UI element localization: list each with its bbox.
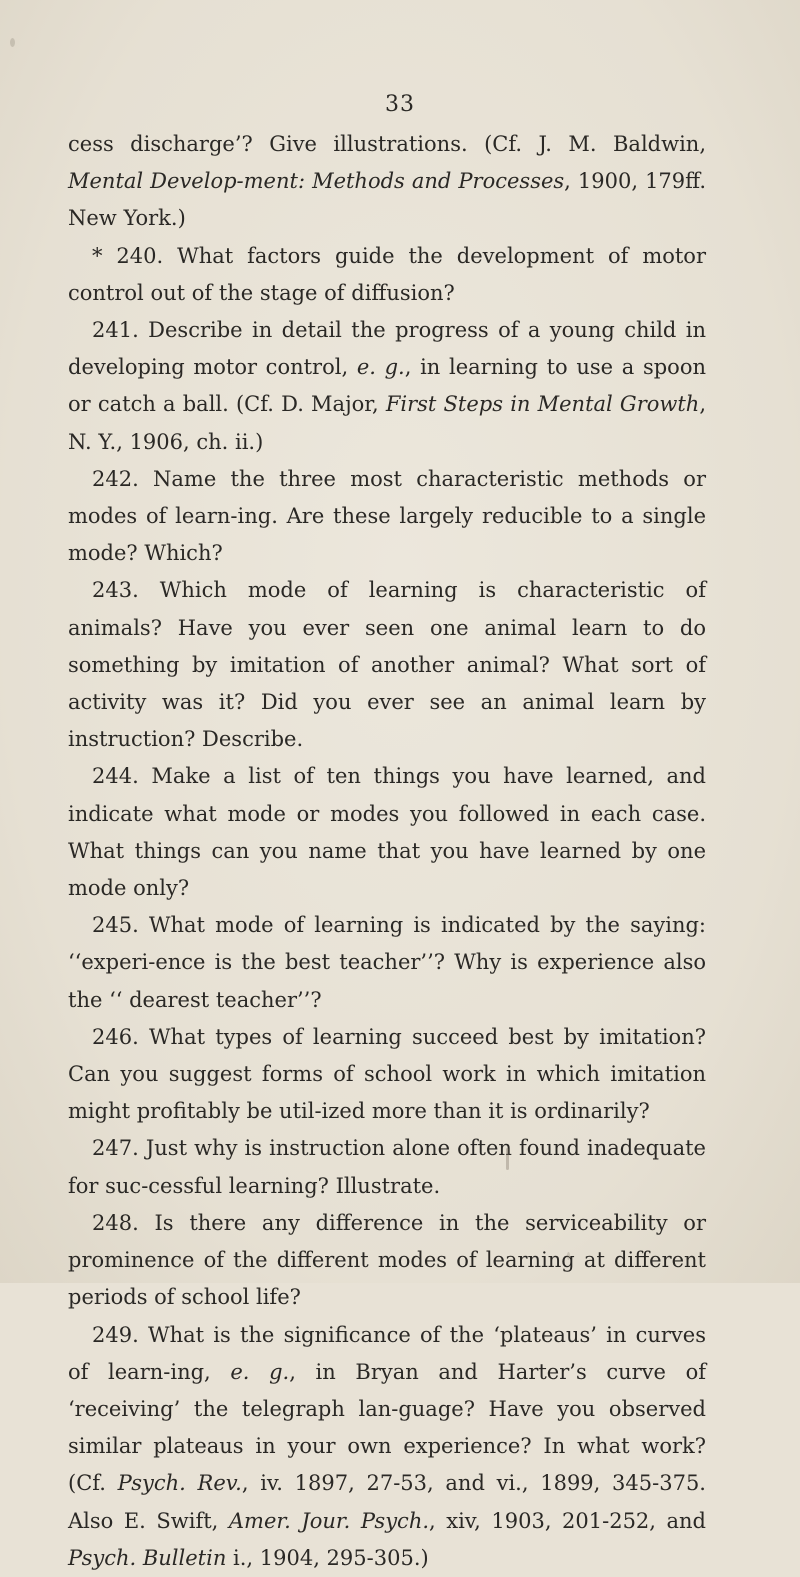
paper-speck: [10, 38, 15, 47]
question-248: [68, 1205, 706, 1317]
question-text: What is the significance of the ‘plateaus’ in curves of learn-ing,: [68, 1322, 706, 1384]
question-number: 245.: [92, 913, 139, 938]
question-text: Which mode of learning is characteristic of animals? Have you ever seen one animal learn to do something by imitation of another animal? What sort of activity was it? Did you ever see an animal learn by instruction? Describe.: [68, 578, 706, 752]
paper-speck: [567, 1252, 570, 1260]
question-number: * 240.: [92, 243, 164, 268]
question-244: [68, 758, 706, 907]
citation-title: Psych. Bulletin: [68, 1545, 227, 1570]
question-text: Just why is instruction alone often found inadequate for suc-cessful learning? Illustrate.: [68, 1136, 706, 1198]
paragraph-text: cess discharge’? Give illustrations. (Cf. J. M. Baldwin,: [68, 132, 706, 156]
paragraph-continuation: [68, 126, 706, 238]
citation-title: First Steps in Mental Growth: [385, 392, 700, 417]
question-247: [68, 1130, 706, 1204]
question-text: What types of learning succeed best by imitation? Can you suggest forms of school work in which imitation might profitably be util-ized more than it is ordinarily?: [68, 1024, 706, 1124]
question-number: 242.: [92, 466, 139, 491]
question-number: 249.: [92, 1322, 139, 1347]
question-text: , in learning to use a spoon or catch a ball. (Cf. D. Major,: [68, 355, 706, 417]
question-number: 247.: [92, 1136, 139, 1161]
question-text: What mode of learning is indicated by the saying: ‘‘experi-ence is the best teacher’’? Why is experience also the ‘‘ dearest teacher’’?: [68, 913, 706, 1012]
question-number: 241.: [92, 318, 139, 343]
question-text: , xiv, 1903, 201-252, and: [429, 1508, 706, 1533]
question-text: , iv. 1897, 27-53, and vi., 1899, 345-375. Also E. Swift,: [68, 1471, 706, 1533]
question-241: [68, 312, 706, 461]
question-text: Make a list of ten things you have learned, and indicate what mode or modes you followed in each case. What things can you name that you have learned by one mode only?: [68, 764, 706, 901]
question-242: [68, 461, 706, 573]
question-text: Is there any difference in the serviceability or prominence of the different modes of learning at different periods of school life?: [68, 1210, 706, 1310]
italic-abbrev: e. g.: [230, 1359, 290, 1384]
question-text: , N. Y., 1906, ch. ii.): [68, 392, 706, 454]
page-body: [68, 126, 706, 1577]
question-number: 246.: [92, 1024, 139, 1049]
paper-speck: [506, 1148, 509, 1170]
question-text: , in Bryan and Harter’s curve of ‘receiving’ the telegraph lan-guage? Have you observed similar plateaus in your own experience? In what work? (Cf.: [68, 1359, 707, 1496]
question-number: 243.: [92, 578, 139, 603]
citation-title: Psych. Rev.: [117, 1471, 242, 1496]
question-text: Describe in detail the progress of a young child in developing motor control,: [68, 318, 706, 380]
question-number: 244.: [92, 764, 139, 789]
question-text: i., 1904, 295-305.): [226, 1545, 429, 1570]
question-number: 248.: [92, 1210, 139, 1235]
question-240: [68, 238, 706, 312]
citation-title: Amer. Jour. Psych.: [228, 1508, 430, 1533]
question-text: Name the three most characteristic methods or modes of learn-ing. Are these largely reducible to a single mode? Which?: [68, 466, 706, 566]
paragraph-text: , 1900, 179ff. New York.): [68, 169, 706, 231]
question-245: [68, 907, 706, 1019]
question-text: What factors guide the development of motor control out of the stage of diffusion?: [68, 243, 706, 305]
question-243: [68, 572, 706, 758]
citation-title: Mental Develop-ment: Methods and Processes: [68, 169, 565, 194]
italic-abbrev: e. g.: [356, 355, 405, 380]
question-249: [68, 1317, 706, 1577]
page-number: 33: [385, 92, 415, 117]
question-246: [68, 1019, 706, 1131]
